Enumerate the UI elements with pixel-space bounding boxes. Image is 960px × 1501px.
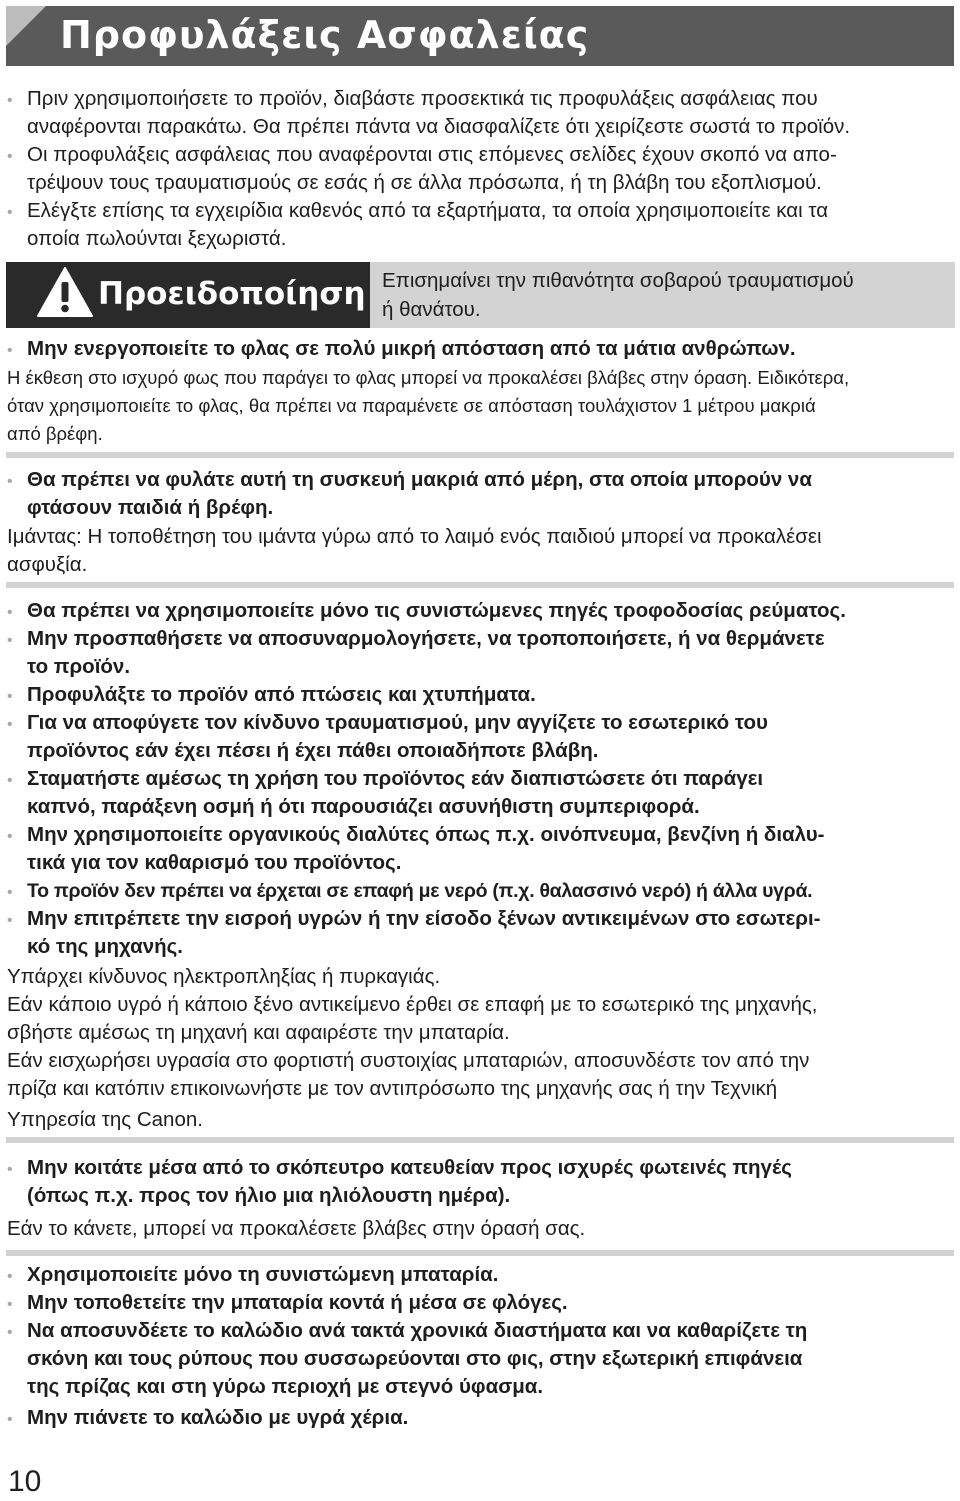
- section-divider: [6, 452, 954, 458]
- bullet-icon: •: [7, 473, 13, 490]
- bullet-icon: •: [7, 1324, 13, 1341]
- bullet-icon: •: [7, 688, 13, 705]
- battery-warnings: Χρησιμοποιείτε μόνο τη συνιστώμενη μπαταρία. Μην τοποθετείτε την μπαταρία κοντά ή μέσα σε φλόγες. Να αποσυνδέετε το καλώδιο ανά τακτά χρονικά διαστήματα και να καθαρίζετε τη σκόνη και τους ρύπους που συσσωρεύονται στο φις, στην εξωτερική επιφάνεια της πρίζας και στη γύρω περιοχή με στεγνό ύφασμα. Μην πιάνετε το καλώδιο με υγρά χέρια.: [27, 1261, 807, 1432]
- power-handling-warnings: Θα πρέπει να χρησιμοποιείτε μόνο τις συνιστώμενες πηγές τροφοδοσίας ρεύματος. Μην προσπαθήσετε να αποσυναρμολογήσετε, να τροποποιήσετε, ή να θερμάνετε το προϊόν. Προφυλάξτε το προϊόν από πτώσεις και χτυπήματα. Για να αποφύγετε τον κίνδυνο τραυματισμού, μην αγγίζετε το εσωτερικό του προϊόντος εάν έχει πέσει ή έχει πάθει οποιαδήποτε βλάβη. Σταματήστε αμέσως τη χρήση του προϊόντος εάν διαπιστώσετε ότι παράγει καπνό, παράξενη οσμή ή ότι παρουσιάζει ασυνήθιστη συμπεριφορά. Μην χρησιμοποιείτε οργανικούς διαλύτες όπως π.χ. οινόπνευμα, βενζίνη ή διαλυ- τικά για τον καθαρισμό του προϊόντος. Το προϊόν δεν πρέπει να έρχεται σε επαφή με νερό (π.χ. θαλασσινό νερό) ή άλλα υγρά. Μην επιτρέπετε την εισροή υγρών ή την είσοδο ξένων αντικειμένων στο εσωτερι- κό της μηχανής.: [27, 599, 846, 958]
- bullet-icon: •: [7, 1411, 13, 1428]
- bullet-icon: •: [7, 632, 13, 649]
- flash-warning-body: Η έκθεση στο ισχυρό φως που παράγει το φλας μπορεί να προκαλέσει βλάβες στην όραση. Ειδικότερα, όταν χρησιμοποιείτε το φλας, θα πρέπει να παραμένετε σε απόσταση τουλάχιστον 1 μέτρου μακριά από βρέφη.: [7, 367, 850, 444]
- list-item: Χρησιμοποιείτε μόνο τη συνιστώμενη μπαταρία.: [27, 1263, 499, 1286]
- children-warning-body: Ιμάντας: Η τοποθέτηση του ιμάντα γύρω από το λαιμό ενός παιδιού μπορεί να προκαλέσει ασφυξία.: [7, 525, 822, 576]
- viewfinder-warning-heading: Μην κοιτάτε μέσα από το σκόπευτρο κατευθείαν προς ισχυρές φωτεινές πηγές (όπως π.χ. προς τον ήλιο μια ηλιόλουστη ημέρα).: [27, 1156, 792, 1207]
- list-item: Μην προσπαθήσετε να αποσυναρμολογήσετε, να τροποποιήσετε, ή να θερμάνετε: [27, 627, 825, 650]
- bullet-icon: •: [7, 1161, 13, 1178]
- page-number: 10: [8, 1465, 42, 1498]
- corner-fold-icon: [6, 6, 46, 46]
- bullet-icon: •: [7, 828, 13, 845]
- section-divider: [6, 582, 954, 588]
- viewfinder-warning-body: Εάν το κάνετε, μπορεί να προκαλέσετε βλάβες στην όρασή σας.: [7, 1217, 586, 1240]
- section-divider: [6, 1137, 954, 1143]
- list-item: Μην χρησιμοποιείτε οργανικούς διαλύτες όπως π.χ. οινόπνευμα, βενζίνη ή διαλυ-: [27, 823, 825, 846]
- list-item: Για να αποφύγετε τον κίνδυνο τραυματισμού, μην αγγίζετε το εσωτερικό του: [27, 711, 768, 734]
- bullet-icon: •: [7, 204, 13, 221]
- list-item: Θα πρέπει να χρησιμοποιείτε μόνο τις συνιστώμενες πηγές τροφοδοσίας ρεύματος.: [27, 599, 846, 622]
- section-divider: [6, 1250, 954, 1256]
- bullet-icon: •: [7, 604, 13, 621]
- list-item: Το προϊόν δεν πρέπει να έρχεται σε επαφή με νερό (π.χ. θαλασσινό νερό) ή άλλα υγρά.: [27, 880, 813, 902]
- intro-item-3: Ελέγξτε επίσης τα εγχειρίδια καθενός από τα εξαρτήματα, τα οποία χρησιμοποιείτε και τα οποία πωλούνται ξεχωριστά.: [27, 199, 829, 250]
- bullet-icon: •: [7, 884, 13, 901]
- intro-item-2: Οι προφυλάξεις ασφάλειας που αναφέρονται στις επόμενες σελίδες έχουν σκοπό να απο- τρέψουν τους τραυματισμούς σε εσάς ή σε άλλα πρόσωπα, ή τη βλάβη του εξοπλισμού.: [27, 143, 837, 194]
- bullet-icon: •: [7, 148, 13, 165]
- list-item: Μην πιάνετε το καλώδιο με υγρά χέρια.: [27, 1406, 409, 1429]
- list-item: Μην επιτρέπετε την εισροή υγρών ή την είσοδο ξένων αντικειμένων στο εσωτερι-: [27, 907, 821, 930]
- bullet-icon: •: [7, 342, 13, 359]
- intro-item-1: Πριν χρησιμοποιήσετε το προϊόν, διαβάστε προσεκτικά τις προφυλάξεις ασφάλειας που αναφέρονται παρακάτω. Θα πρέπει πάντα να διασφαλίζετε ότι χειρίζεστε σωστά το προϊόν.: [27, 87, 851, 138]
- electric-shock-body: Υπάρχει κίνδυνος ηλεκτροπληξίας ή πυρκαγιάς. Εάν κάποιο υγρό ή κάποιο ξένο αντικείμενο έρθει σε επαφή με το εσωτερικό της μηχανής, σβήστε αμέσως τη μηχανή και αφαιρέστε την μπαταρία. Εάν εισχωρήσει υγρασία στο φορτιστή συστοιχίας μπαταριών, αποσυνδέστε τον από την πρίζα και κατόπιν επικοινωνήστε με τον αντιπρόσωπο της μηχανής σας ή την Τεχνική Υπηρεσία της Canon.: [7, 965, 818, 1131]
- bullet-icon: •: [7, 716, 13, 733]
- flash-warning-heading: Μην ενεργοποιείτε το φλας σε πολύ μικρή απόσταση από τα μάτια ανθρώπων.: [27, 337, 796, 360]
- bullet-icon: •: [7, 1296, 13, 1313]
- warning-triangle-icon: [36, 266, 94, 318]
- list-item: Να αποσυνδέετε το καλώδιο ανά τακτά χρονικά διαστήματα και να καθαρίζετε τη: [27, 1319, 808, 1342]
- bullet-icon: •: [7, 1268, 13, 1285]
- bullet-icon: •: [7, 92, 13, 109]
- warning-description: Επισημαίνει την πιθανότητα σοβαρού τραυματισμού ή θανάτου.: [382, 269, 854, 321]
- warning-label: Προειδοποίηση: [98, 276, 366, 312]
- children-warning-heading: Θα πρέπει να φυλάτε αυτή τη συσκευή μακριά από μέρη, στα οποία μπορούν να φτάσουν παιδιά ή βρέφη.: [27, 468, 812, 519]
- bullet-icon: •: [7, 912, 13, 929]
- list-item: Προφυλάξτε το προϊόν από πτώσεις και χτυπήματα.: [27, 683, 536, 706]
- list-item: Μην τοποθετείτε την μπαταρία κοντά ή μέσα σε φλόγες.: [27, 1291, 568, 1314]
- list-item: Σταματήστε αμέσως τη χρήση του προϊόντος εάν διαπιστώσετε ότι παράγει: [27, 767, 764, 790]
- bullet-icon: •: [7, 772, 13, 789]
- page-title: Προφυλάξεις Ασφαλείας: [60, 13, 590, 57]
